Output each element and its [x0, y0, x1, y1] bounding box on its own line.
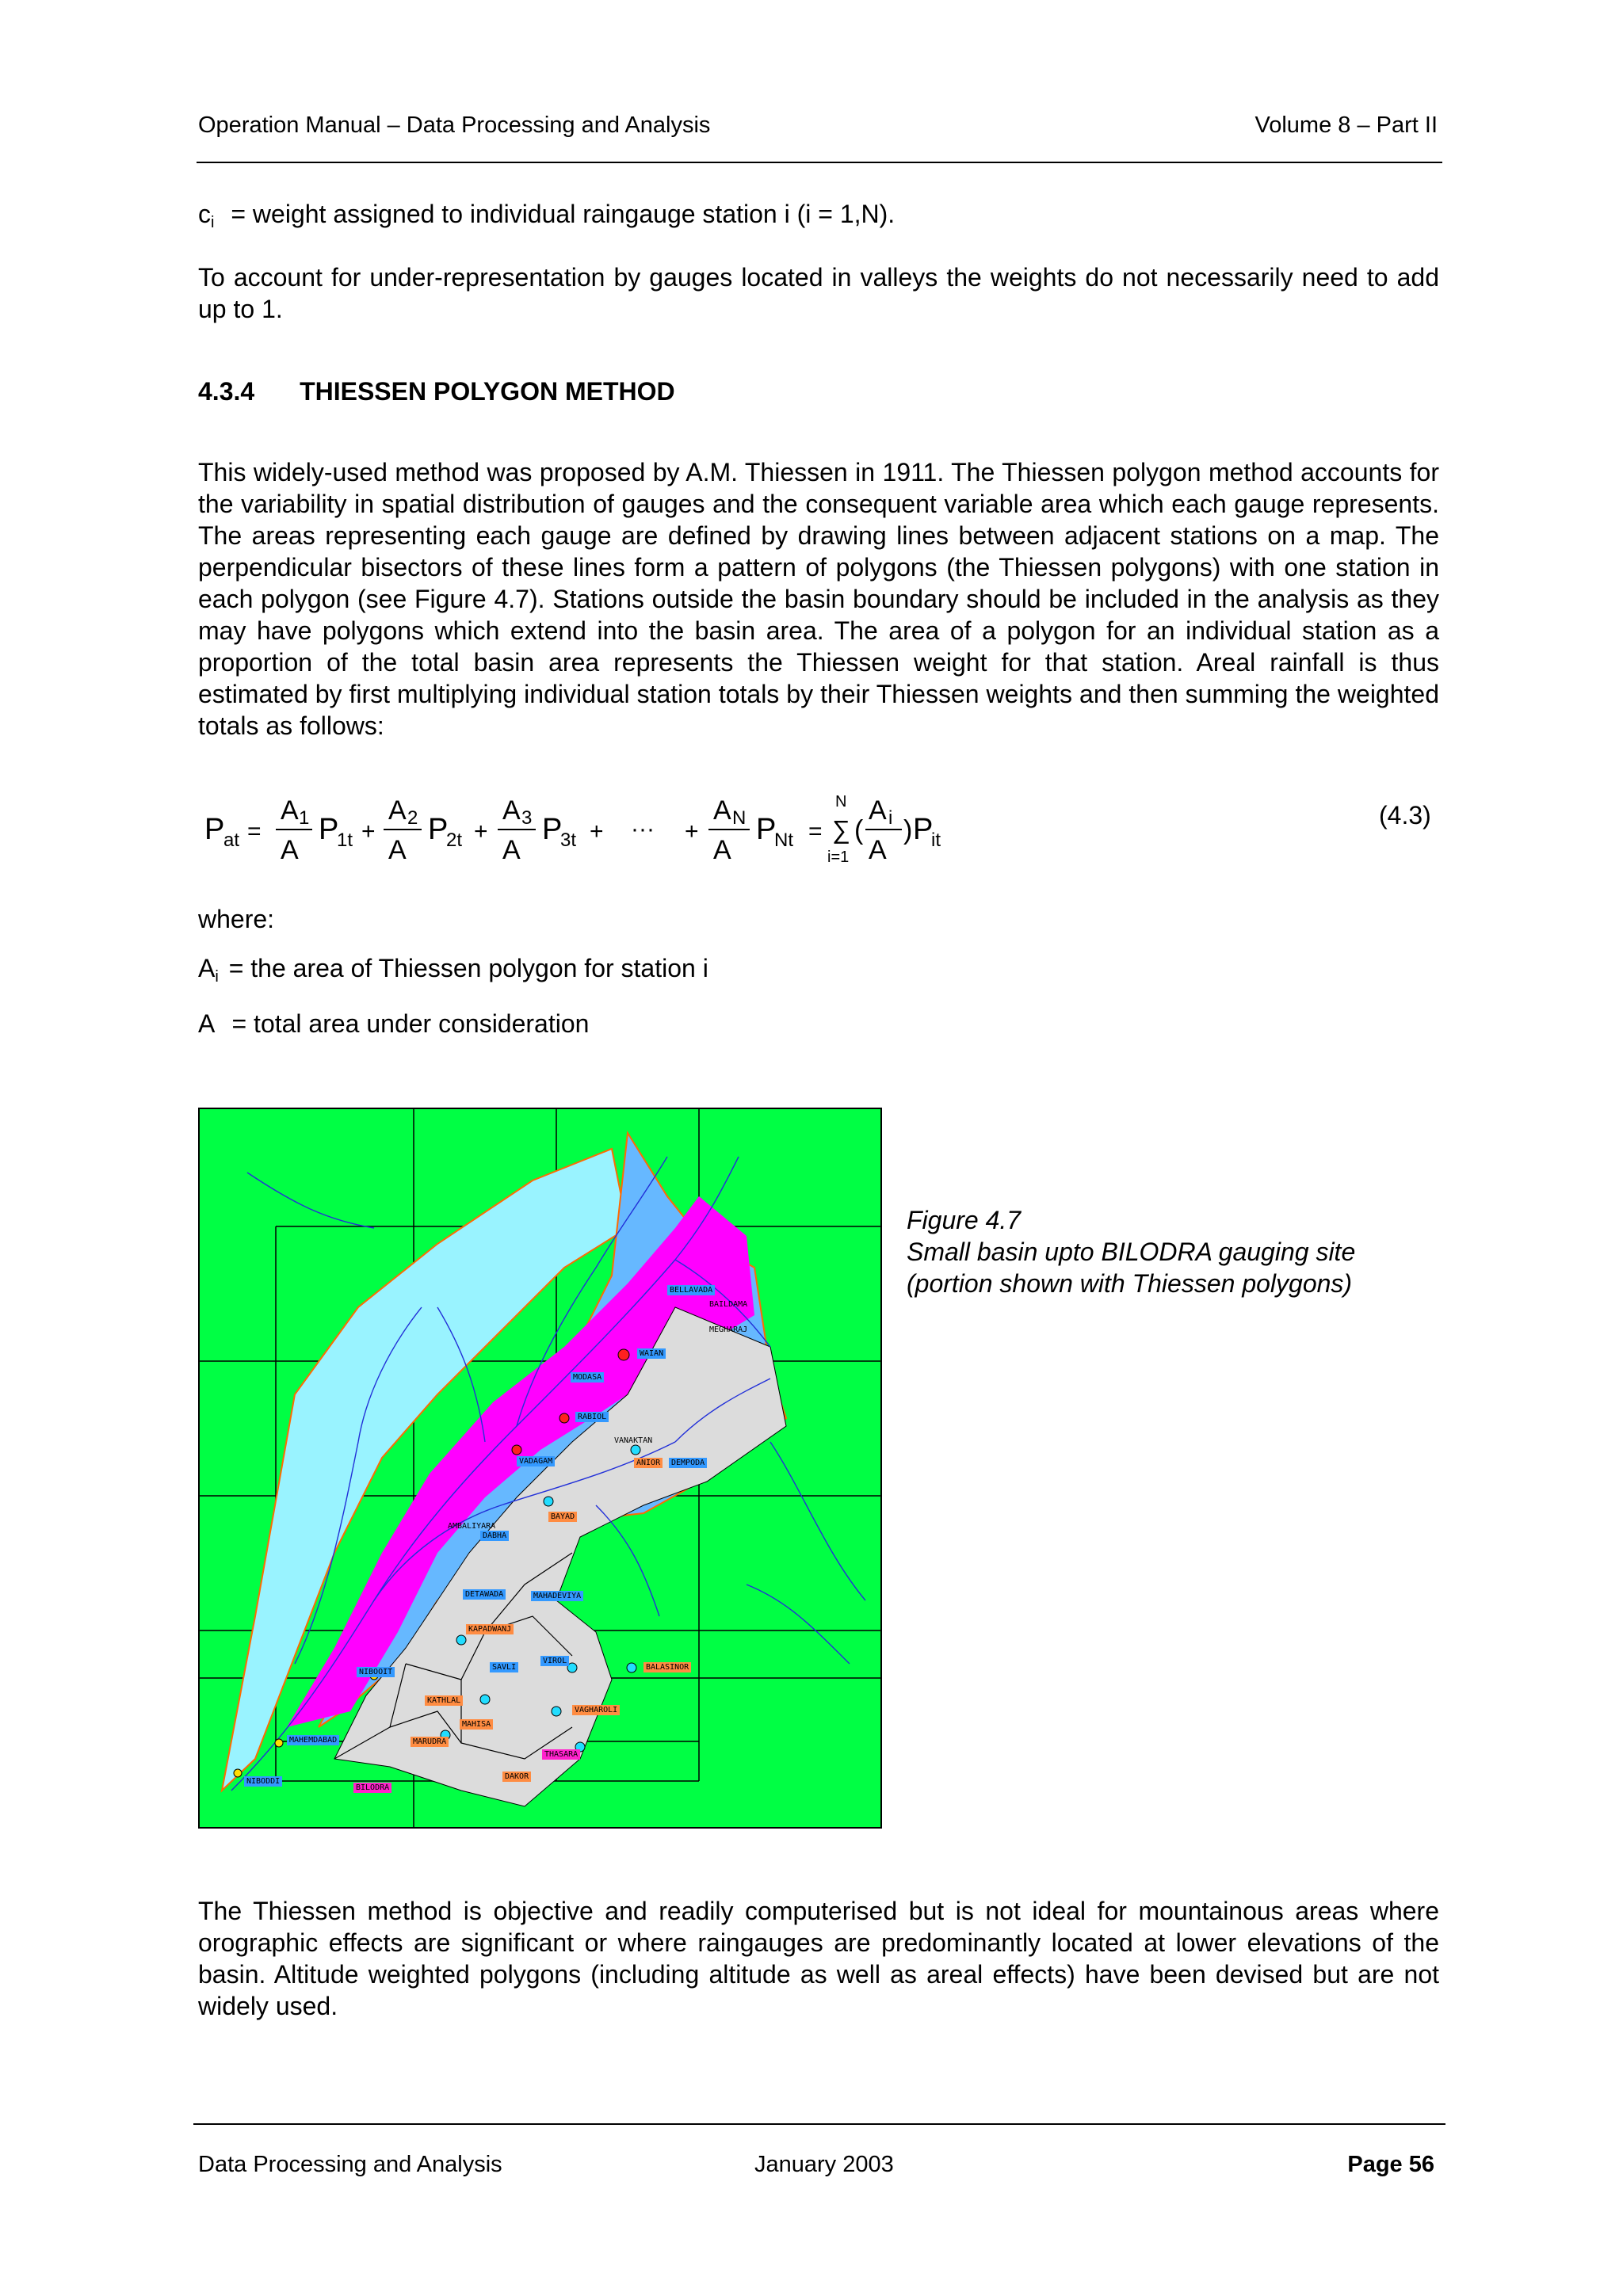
eq-frac3-num-sub: 3	[521, 807, 533, 829]
section-number: 4.3.4	[198, 377, 255, 406]
ci-text: = weight assigned to individual raingauge station i (i = 1,N).	[231, 200, 896, 228]
station-label: DABHA	[480, 1531, 509, 1541]
eq-p2-sub: 2t	[446, 830, 463, 851]
eq-frac3-den: A	[502, 835, 521, 865]
ci-symbol: c	[198, 200, 211, 228]
eq-plus-4: +	[685, 818, 699, 845]
eq-lhs-sub: at	[223, 830, 240, 851]
method-paragraph: This widely-used method was proposed by A.M. Thiessen in 1911. The Thiessen polygon method accounts for the variability in spatial distribution of gauges and the consequent variable area which each gauge represents. The areas representing each gauge are defined by drawing lines between adjacent stations on a map. The perpendicular bisectors of these lines form a pattern of polygons (the Thiessen polygons) with one station in each polygon (see Figure 4.7). Stations outside the basin boundary should be included in the analysis as they may have polygons which extend into the basin area. The area of a polygon for an individual station as a proportion of the total basin area represents the Thiessen weight for that station. Areal rainfall is thus estimated by first multiplying individual station totals by their Thiessen weights and then summing the weighted totals as follows:	[198, 458, 1439, 740]
eq-p3: P	[542, 813, 563, 846]
page-number: Page 56	[1347, 2152, 1434, 2177]
station-label: THASARA	[542, 1749, 580, 1760]
a-definition	[198, 1009, 589, 1039]
ai-subscript: i	[215, 968, 219, 986]
eq-frac2-num-sub: 2	[407, 807, 418, 829]
station-label: DAKOR	[502, 1772, 531, 1782]
eq-frac1-num-sub: 1	[299, 807, 310, 829]
eq-p2: P	[428, 813, 449, 846]
figure-caption-line2: (portion shown with Thiessen polygons)	[907, 1269, 1353, 1298]
station-label: VANAKTAN	[614, 1436, 653, 1445]
footer-left: Data Processing and Analysis	[198, 2152, 502, 2177]
where-label: where:	[198, 905, 275, 933]
ai-definition	[198, 954, 708, 986]
station-label: RABIOL	[575, 1412, 609, 1422]
eq-frac1-num: A	[281, 795, 299, 826]
station-label: SAVLI	[490, 1662, 518, 1672]
eq-fraci-num-sub: i	[888, 807, 893, 829]
station-label: BAILDAMA	[709, 1300, 748, 1309]
thiessen-map-figure	[198, 1108, 882, 1829]
ai-text: = the area of Thiessen polygon for station i	[228, 954, 708, 982]
eq-close-paren: )	[903, 815, 913, 845]
eq-frac1-den: A	[281, 835, 299, 865]
station-label: BELLAVADA	[667, 1285, 715, 1295]
weights-paragraph: To account for under-representation by gauges located in valleys the weights do not necessarily need to add up to 1.	[198, 263, 1439, 323]
footer-rule	[193, 2123, 1445, 2125]
station-label: DETAWADA	[463, 1589, 506, 1600]
eq-open-paren: (	[854, 815, 864, 845]
station-label: MARUDRA	[411, 1737, 449, 1747]
station-label: WAIAN	[637, 1348, 666, 1359]
eq-fraci-num: A	[869, 795, 887, 826]
eq-lhs: P	[204, 813, 225, 846]
footer-center: January 2003	[754, 2152, 894, 2177]
station-label: VIROL	[540, 1656, 569, 1666]
section-title: THIESSEN POLYGON METHOD	[300, 377, 675, 406]
thiessen-map	[200, 1109, 880, 1827]
station-label: MODASA	[571, 1372, 604, 1383]
header-rule	[197, 162, 1442, 163]
eq-p3-sub: 3t	[560, 830, 577, 851]
ci-subscript: i	[211, 214, 215, 231]
station-label: BALASINOR	[643, 1662, 691, 1672]
running-header-left: Operation Manual – Data Processing and Analysis	[198, 113, 711, 138]
eq-sum-upper: N	[835, 793, 847, 810]
station-label: MAHEMDABAD	[287, 1735, 339, 1745]
a-symbol: A	[198, 1009, 214, 1038]
ci-definition	[198, 200, 895, 232]
eq-fracN-den: A	[713, 835, 731, 865]
station-label: MAHISA	[460, 1719, 493, 1730]
figure-caption	[907, 1204, 1355, 1299]
eq-equals: =	[247, 818, 262, 845]
station-label: MAHADEVIYA	[531, 1591, 583, 1601]
station-label: VADAGAM	[517, 1456, 555, 1466]
eq-ellipsis: ···	[631, 816, 655, 842]
eq-frac2-num: A	[388, 795, 407, 826]
figure-number: Figure 4.7	[907, 1206, 1022, 1234]
eq-pi: P	[913, 813, 934, 846]
eq-fracN-num-sub: N	[732, 807, 747, 829]
eq-plus-3: +	[590, 818, 604, 845]
eq-pN-sub: Nt	[774, 830, 793, 851]
station-label: KAPADWANJ	[466, 1624, 514, 1634]
section-heading	[198, 377, 675, 406]
eq-sum-lower: i=1	[827, 849, 850, 866]
eq-p1-sub: 1t	[337, 830, 353, 851]
station-label: NIBODDI	[244, 1776, 282, 1787]
eq-plus-2: +	[474, 818, 488, 845]
station-label: BAYAD	[548, 1512, 577, 1522]
station-label: DEMPODA	[669, 1458, 707, 1468]
ai-symbol: A	[198, 954, 216, 982]
eq-pi-sub: it	[931, 830, 941, 851]
station-label: BILODRA	[353, 1783, 391, 1793]
eq-frac2-den: A	[388, 835, 407, 865]
eq-equals-2: =	[808, 818, 823, 845]
eq-plus-1: +	[361, 818, 376, 845]
equation-number: (4.3)	[1379, 801, 1431, 830]
a-text: = total area under consideration	[231, 1009, 590, 1038]
thiessen-equation	[198, 783, 1442, 870]
eq-fraci-den: A	[869, 835, 887, 865]
eq-fracN-num: A	[713, 795, 731, 826]
eq-sum-symbol: ∑	[832, 815, 850, 844]
station-label: MEGHARAJ	[709, 1325, 748, 1334]
station-label: NIBOOIT	[357, 1667, 395, 1677]
eq-frac3-num: A	[502, 795, 521, 826]
closing-paragraph: The Thiessen method is objective and readily computerised but is not ideal for mountainous areas where orographic effects are significant or where raingauges are predominantly located at lower elevations of the basin. Altitude weighted polygons (including altitude as well as areal effects) have been devised but are not widely used.	[198, 1897, 1439, 2020]
station-label: ANIOR	[634, 1458, 663, 1468]
eq-p1: P	[319, 813, 339, 846]
eq-pN: P	[756, 813, 777, 846]
station-label: KATHLAL	[425, 1695, 463, 1706]
running-header-right: Volume 8 – Part II	[1254, 113, 1438, 138]
figure-caption-line1: Small basin upto BILODRA gauging site	[907, 1238, 1356, 1266]
station-label: VAGHAROLI	[572, 1705, 620, 1715]
station-label: AMBALIYARA	[448, 1522, 496, 1531]
